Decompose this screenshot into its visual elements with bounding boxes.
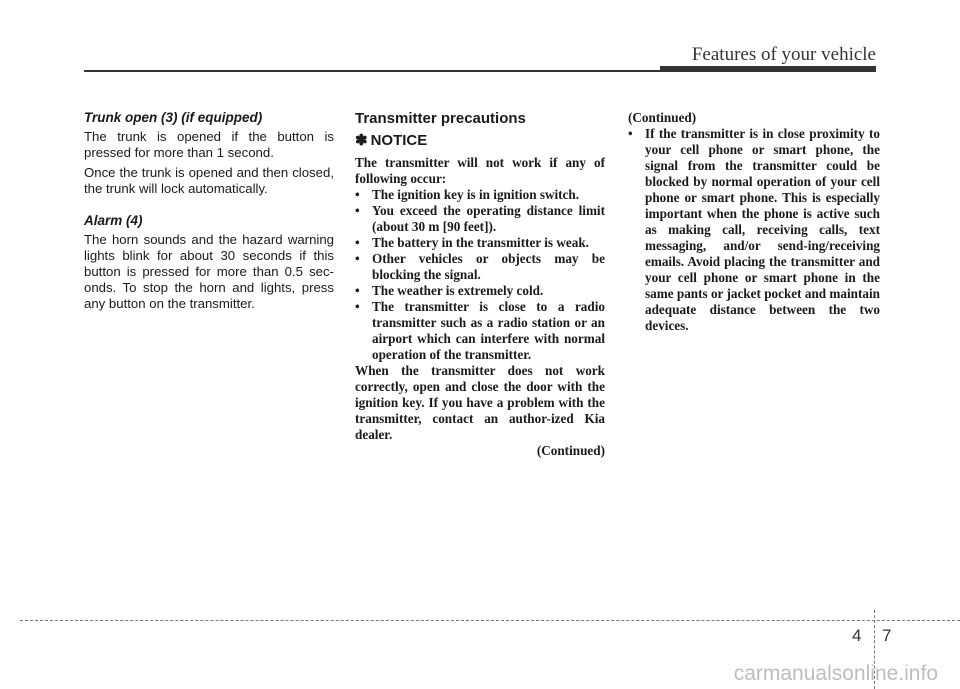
- continued-label: (Continued): [536, 443, 605, 458]
- list-item: • The transmitter is close to a radio transmitter such as a radio station or an airport which can interfere with normal operation of the transmitter.: [355, 299, 605, 362]
- notice-intro: The transmitter will not work if any of following occur:: [355, 155, 605, 186]
- spacer: [84, 201, 334, 213]
- trunk-paragraph-2: Once the trunk is opened and then closed, the trunk will lock automatically.: [84, 165, 334, 196]
- column-left: [84, 110, 334, 316]
- list-item: • If the transmitter is in close proximity to your cell phone or smart phone, the signal from the transmitter could be blocked by normal operation of your cell phone or smart phone. This is especially important when the phone is active such as making call, receiving calls, text messaging, and/or send-ing/receiving emails. Avoid placing the transmitter and your cell phone or smart phone in the same pants or jacket pocket and maintain adequate distance between the two devices.: [628, 126, 880, 333]
- list-item: • The weather is extremely cold.: [355, 283, 544, 298]
- bullet-icon: •: [355, 299, 360, 314]
- bullet-icon: •: [355, 251, 360, 266]
- notice-asterisk-icon: ✽: [355, 132, 368, 149]
- bullet-icon: •: [355, 187, 360, 202]
- list-item: • Other vehicles or objects may be blocking the signal.: [355, 251, 605, 282]
- transmitter-precautions-heading: Transmitter precautions: [355, 110, 526, 127]
- notice-bullet-list: [355, 187, 605, 363]
- footer-dashed-rule: [20, 620, 960, 621]
- bullet-icon: •: [355, 203, 360, 218]
- column-middle: [355, 110, 605, 459]
- chapter-number: 4: [852, 626, 862, 645]
- page-number: 7: [882, 626, 892, 645]
- list-item: • The ignition key is in ignition switch.: [355, 187, 580, 202]
- trunk-open-heading: Trunk open (3) (if equipped): [84, 110, 263, 125]
- bullet-icon: •: [628, 126, 633, 141]
- notice-label: NOTICE: [370, 132, 428, 149]
- list-item: • The battery in the transmitter is weak.: [355, 235, 589, 250]
- header-rule-accent: [660, 66, 876, 72]
- alarm-paragraph: The horn sounds and the hazard warning lights blink for about 30 seconds if this button is pressed for more than 0.5 sec-onds. To stop the horn and lights, press any button on the transmitter.: [84, 232, 334, 311]
- bullet-icon: •: [355, 235, 360, 250]
- list-item: • You exceed the operating distance limit (about 30 m [90 feet]).: [355, 203, 605, 234]
- notice-closing: When the transmitter does not work correctly, open and close the door with the ignition key. If you have a problem with the transmitter, contact an author-ized Kia dealer.: [355, 363, 605, 442]
- column-right: [628, 110, 880, 334]
- notice-heading: [355, 131, 605, 149]
- trunk-paragraph-1: The trunk is opened if the button is pressed for more than 1 second.: [84, 129, 334, 160]
- continued-bullet-list: [628, 126, 880, 334]
- alarm-heading: Alarm (4): [84, 213, 143, 228]
- header-title: Features of your vehicle: [691, 44, 876, 65]
- continued-label-top: (Continued): [628, 110, 697, 125]
- bullet-icon: •: [355, 283, 360, 298]
- watermark: carmanualsonline.info: [733, 662, 938, 685]
